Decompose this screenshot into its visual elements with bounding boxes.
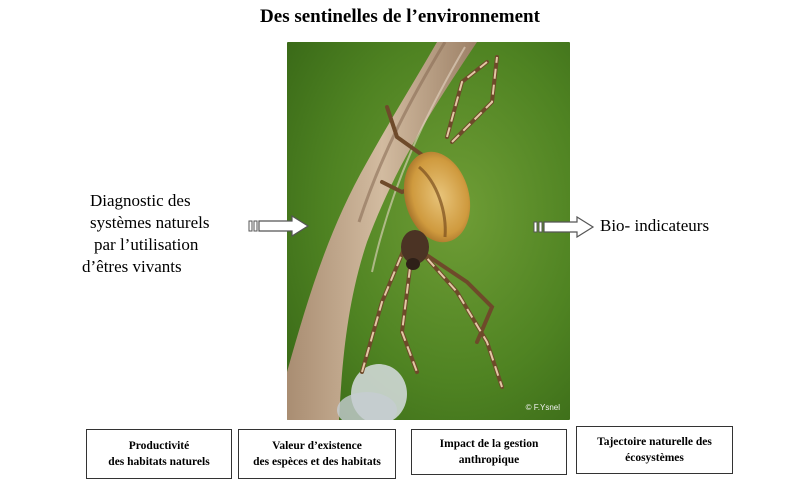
box-valeur-line-2: des espèces et des habitats bbox=[253, 456, 381, 468]
box-trajectoire-line-1: Tajectoire naturelle des bbox=[597, 436, 712, 448]
block-arrow-right-icon bbox=[533, 216, 595, 238]
diagnostic-line-2: systèmes naturels bbox=[90, 213, 210, 232]
box-impact-line-2: anthropique bbox=[458, 454, 520, 466]
box-impact-line-1: Impact de la gestion bbox=[439, 438, 539, 450]
diagnostic-text bbox=[82, 190, 242, 278]
box-productivite-line-1: Productivité bbox=[128, 440, 190, 452]
box-trajectoire bbox=[576, 426, 733, 474]
box-trajectoire-line-2: écosystèmes bbox=[625, 452, 684, 464]
box-impact-gestion bbox=[411, 429, 567, 475]
spider-illustration bbox=[287, 42, 570, 420]
box-valeur-line-1: Valeur d’existence bbox=[272, 440, 362, 452]
box-productivite bbox=[86, 429, 232, 479]
block-arrow-right-icon bbox=[248, 215, 310, 237]
box-valeur-existence bbox=[238, 429, 396, 479]
diagnostic-line-4: d’êtres vivants bbox=[82, 257, 182, 276]
photo-credit: © F.Ysnel bbox=[525, 403, 560, 412]
box-productivite-line-2: des habitats naturels bbox=[108, 456, 210, 468]
diagnostic-line-1: Diagnostic des bbox=[90, 191, 191, 210]
diagnostic-line-3: par l’utilisation bbox=[94, 235, 199, 254]
bio-indicateurs-label: Bio- indicateurs bbox=[600, 216, 710, 235]
spider-photo bbox=[287, 42, 570, 420]
slide-title: Des sentinelles de l’environnement bbox=[260, 6, 540, 27]
